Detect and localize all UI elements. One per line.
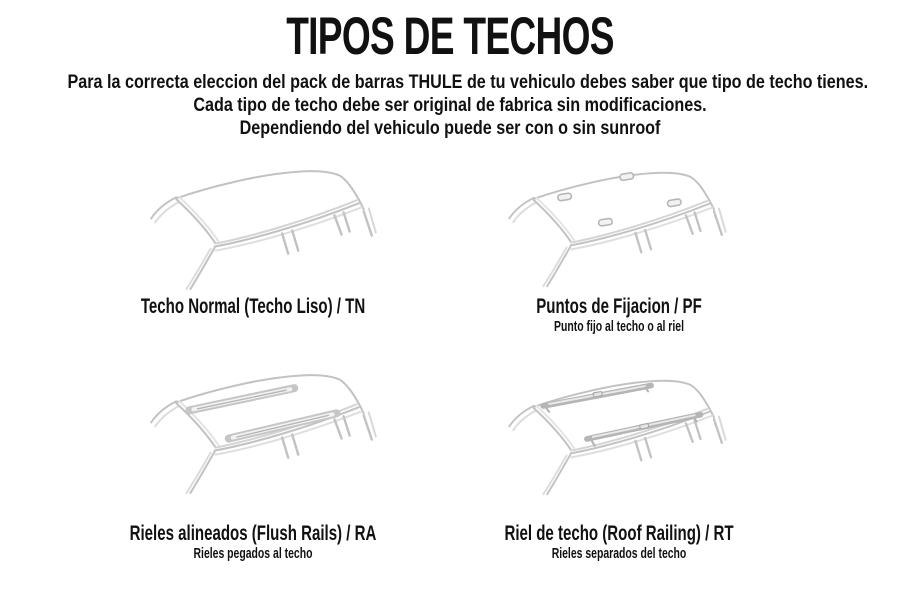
intro-line-3: Dependiendo del vehiculo puede ser con o sin sunroof	[239, 118, 661, 139]
roof-type-sublabel-pf: Punto fijo al techo o al riel	[554, 319, 684, 335]
intro-line-1: Para la correcta eleccion del pack de barras THULE de tu vehiculo debes saber que tipo de techo tienes.	[67, 72, 869, 93]
roof-type-sublabel-ra: Rieles pegados al techo	[193, 546, 313, 562]
rail-clamp	[593, 391, 602, 397]
intro-line-2: Cada tipo de techo debe ser original de fabrica sin modificaciones.	[193, 95, 707, 116]
flush-rails-roof-illustration	[148, 365, 380, 501]
flush-rails	[189, 388, 336, 438]
flush-rail-far	[189, 388, 294, 410]
rail-clamp	[640, 423, 649, 429]
fixation-points-roof-illustration	[506, 163, 730, 294]
fixation-point-icon	[598, 218, 612, 226]
page-title: TIPOS DE TECHOS	[286, 7, 614, 66]
raised-rail-near	[587, 415, 701, 446]
raised-rails-roof-illustration	[506, 371, 730, 502]
intro-text	[67, 71, 869, 140]
roof-type-label-rt: Riel de techo (Roof Railing) / RT	[504, 521, 734, 545]
fixation-point-icon	[557, 193, 571, 201]
raised-rails	[543, 386, 700, 446]
roof-type-label-pf: Puntos de Fijacion / PF	[536, 294, 702, 318]
fixation-point-icon	[667, 199, 681, 207]
roof-type-label-ra: Rieles alineados (Flush Rails) / RA	[129, 521, 377, 545]
roof-type-sublabel-rt: Rieles separados del techo	[551, 546, 687, 562]
fixation-point-icon	[620, 172, 634, 180]
smooth-roof-illustration	[148, 161, 380, 297]
roof-type-label-tn: Techo Normal (Techo Liso) / TN	[140, 294, 366, 318]
